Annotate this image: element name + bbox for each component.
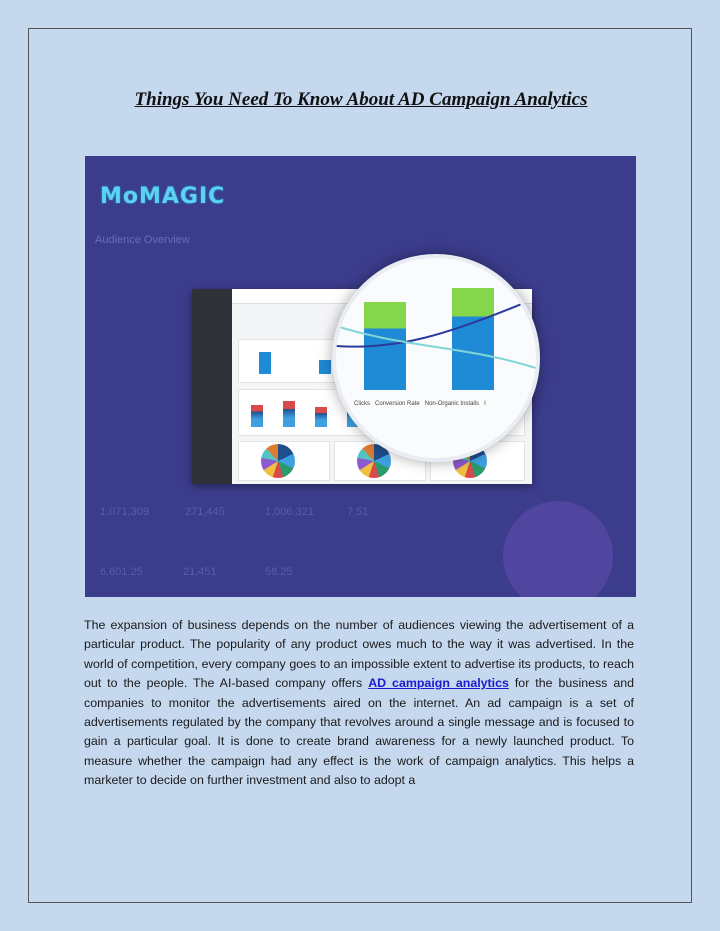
- background-stat: 7,51: [347, 506, 369, 518]
- background-stat: 1,071,309: [100, 506, 149, 518]
- brand-logo: MoMAGIC: [100, 184, 226, 209]
- body-paragraph: [84, 616, 634, 791]
- legend-item: Conversion Rate: [375, 401, 420, 407]
- legend-item: Clicks: [354, 401, 370, 407]
- paragraph-text: for the business and companies to monitor the advertisements aired on the internet. An ad campaign is a set of advertisements regulated by the company that revolves around a single message and is focused to gain a particular goal. It is done to create brand awareness for a newly launched product. To measure whether the campaign had any effect is the work of campaign analytics. This helps a marketer to decide on further investment and also to adopt a: [84, 676, 635, 788]
- chart-bar: [283, 401, 295, 427]
- dashboard-sidebar: [192, 289, 232, 484]
- chart-bar: [319, 360, 331, 374]
- ad-campaign-analytics-link[interactable]: AD campaign analytics: [368, 676, 509, 691]
- chart-bar: [251, 405, 263, 427]
- chart-bar: [259, 352, 271, 374]
- document-title: Things You Need To Know About AD Campaign Analytics: [134, 89, 588, 110]
- pie-chart: [261, 444, 295, 478]
- hero-image: [85, 156, 636, 597]
- background-stat: 6,601.25: [100, 566, 143, 578]
- chart-legend: [354, 401, 486, 407]
- legend-item: Non-Organic Installs: [424, 401, 480, 407]
- dashboard-pie-panel: [238, 441, 330, 481]
- chart-bar: [315, 407, 327, 427]
- background-stat: 58.25: [265, 566, 293, 578]
- background-donut: [503, 501, 613, 597]
- background-stat: 21,451: [183, 566, 217, 578]
- magnified-lines: [336, 258, 536, 458]
- magnified-chart: [332, 254, 540, 462]
- paragraph-text: The expansion of business depends on the number of audiences viewing the advertisement of a particular product. The popularity of any product owes much to the way it was advertised. In the world of competition, every company goes to an impossible extent to advertise its products, to reach out to the people. The AI-based company offers: [84, 618, 634, 691]
- background-stat: 271,445: [185, 506, 225, 518]
- background-stat: 1,006,321: [265, 506, 314, 518]
- background-heading: Audience Overview: [95, 234, 190, 246]
- legend-item: I: [484, 401, 486, 407]
